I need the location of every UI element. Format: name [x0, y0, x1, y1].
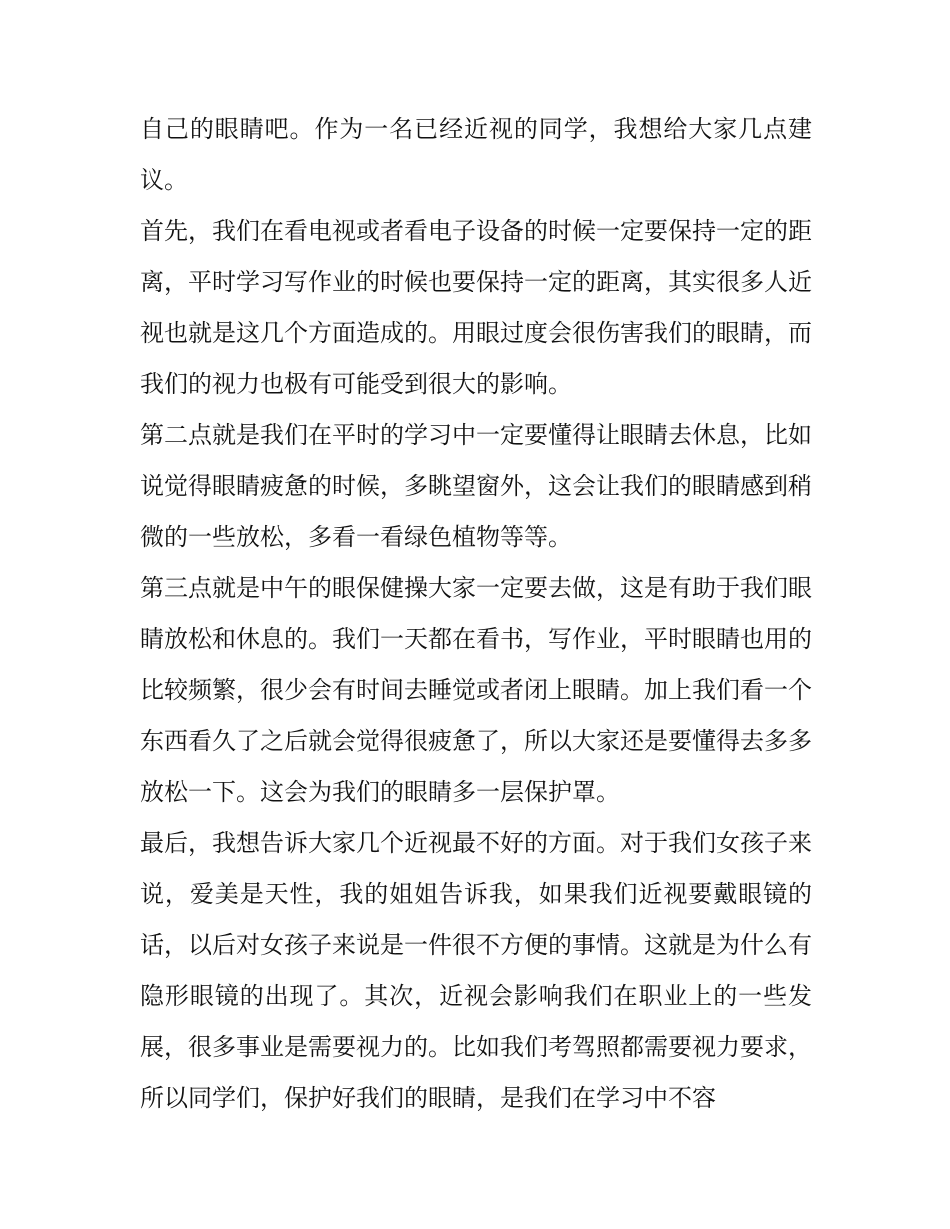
body-text	[140, 104, 812, 1124]
paragraph-third-point: 第三点就是中午的眼保健操大家一定要去做，这是有助于我们眼睛放松和休息的。我们一天都在看书，写作业，平时眼睛也用的比较频繁，很少会有时间去睡觉或者闭上眼睛。加上我们看一个东西看久了之后就会觉得很疲惫了，所以大家还是要懂得去多多放松一下。这会为我们的眼睛多一层保护罩。	[140, 574, 812, 806]
paragraph-second-point: 第二点就是我们在平时的学习中一定要懂得让眼睛去休息，比如说觉得眼睛疲惫的时候，多眺望窗外，这会让我们的眼睛感到稍微的一些放松，多看一看绿色植物等等。	[140, 421, 812, 551]
paragraph-first-point: 首先，我们在看电视或者看电子设备的时候一定要保持一定的距离，平时学习写作业的时候也要保持一定的距离，其实很多人近视也就是这几个方面造成的。用眼过度会很伤害我们的眼睛，而我们的视力也极有可能受到很大的影响。	[140, 217, 812, 398]
paragraph-continuation: 自己的眼睛吧。作为一名已经近视的同学，我想给大家几点建议。	[140, 115, 812, 194]
paragraph-finally: 最后，我想告诉大家几个近视最不好的方面。对于我们女孩子来说，爱美是天性，我的姐姐告诉我，如果我们近视要戴眼镜的话，以后对女孩子来说是一件很不方便的事情。这就是为什么有隐形眼镜的出现了。其次，近视会影响我们在职业上的一些发展，很多事业是需要视力的。比如我们考驾照都需要视力要求，所以同学们，保护好我们的眼睛，是我们在学习中不容	[140, 829, 812, 1112]
